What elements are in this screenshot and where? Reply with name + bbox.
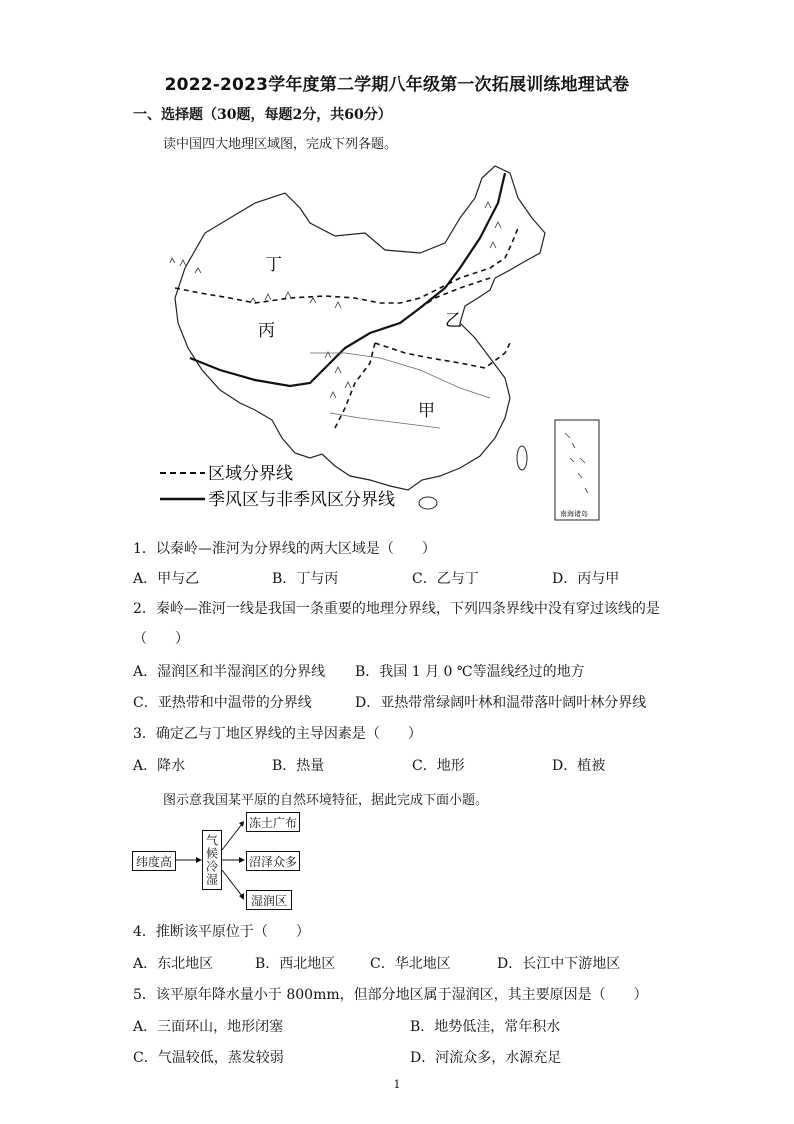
hainan-island [419, 497, 437, 509]
q2-option-c[interactable]: C．亚热带和中温带的分界线 [133, 695, 312, 711]
question-2-stem: 2．秦岭—淮河一线是我国一条重要的地理分界线，下列四条界线中没有穿过该线的是 [133, 601, 660, 617]
q2-option-d[interactable]: D．亚热带常绿阔叶林和温带落叶阔叶林分界线 [355, 695, 647, 711]
q3-option-b[interactable]: B．热量 [272, 758, 325, 774]
china-outline [175, 166, 545, 490]
q1-option-d[interactable]: D．丙与甲 [552, 571, 620, 587]
exam-title: 2022-2023学年度第二学期八年级第一次拓展训练地理试卷 [164, 75, 630, 95]
legend-dashed-label: 区域分界线 [208, 464, 293, 484]
region-label-ding: 丁 [265, 255, 282, 275]
region-boundary-dashed [175, 228, 518, 303]
legend-solid-label: 季风区与非季风区分界线 [208, 490, 395, 510]
map-svg [160, 158, 600, 523]
inset-label: 南海诸岛 [560, 510, 588, 518]
flow-box-output-3: 湿润区 [246, 890, 292, 910]
region-boundary-dashed-4 [420, 278, 490, 308]
question-2-stem-cont: （ ） [133, 631, 189, 647]
question-4-stem: 4．推断该平原位于（ ） [133, 924, 310, 940]
q1-option-a[interactable]: A．甲与乙 [133, 571, 200, 587]
china-regions-map [160, 158, 600, 523]
q1-option-b[interactable]: B．丁与丙 [272, 571, 339, 587]
region-label-bing: 丙 [258, 321, 275, 341]
q4-option-b[interactable]: B．西北地区 [255, 956, 336, 972]
page-number: 1 [393, 1078, 401, 1091]
q2-option-a[interactable]: A．湿润区和半湿润区的分界线 [133, 664, 326, 680]
south-china-sea-inset [555, 420, 599, 520]
q5-option-c[interactable]: C．气温较低，蒸发较弱 [133, 1050, 284, 1066]
flow-box-start: 纬度高 [132, 851, 176, 871]
flow-box-output-1: 冻土广布 [246, 812, 300, 832]
q5-option-b[interactable]: B．地势低洼，常年积水 [410, 1019, 561, 1035]
map-intro-text: 读中国四大地理区域图，完成下列各题。 [163, 137, 398, 152]
plain-features-diagram [130, 810, 330, 910]
flow-intro-text: 图示意我国某平原的自然环境特征，据此完成下面小题。 [163, 793, 489, 808]
q4-option-a[interactable]: A．东北地区 [133, 956, 214, 972]
taiwan-island [517, 446, 527, 470]
question-5-stem: 5．该平原年降水量小于 800mm，但部分地区属于湿润区，其主要原因是（ ） [133, 987, 648, 1003]
q3-option-d[interactable]: D．植被 [552, 758, 606, 774]
flow-box-middle: 气候冷湿 [202, 830, 222, 890]
q3-option-c[interactable]: C．地形 [412, 758, 465, 774]
question-1-stem: 1．以秦岭—淮河为分界线的两大区域是（ ） [133, 541, 436, 557]
region-label-yi: 乙 [445, 311, 462, 331]
q4-option-c[interactable]: C．华北地区 [370, 956, 451, 972]
question-3-stem: 3．确定乙与丁地区界线的主导因素是（ ） [133, 726, 422, 742]
region-boundary-dashed-2 [375, 343, 510, 368]
region-boundary-dashed-3 [335, 343, 375, 428]
flow-box-output-2: 沼泽众多 [246, 851, 300, 871]
section-heading: 一、选择题（30题，每题2分，共60分） [133, 107, 392, 123]
q5-option-d[interactable]: D．河流众多，水源充足 [410, 1050, 562, 1066]
q4-option-d[interactable]: D．长江中下游地区 [497, 956, 621, 972]
region-label-jia: 甲 [418, 401, 435, 421]
q5-option-a[interactable]: A．三面环山，地形闭塞 [133, 1019, 284, 1035]
q2-option-b[interactable]: B．我国 1 月 0 ℃等温线经过的地方 [355, 664, 585, 680]
q3-option-a[interactable]: A．降水 [133, 758, 186, 774]
q1-option-c[interactable]: C．乙与丁 [412, 571, 479, 587]
